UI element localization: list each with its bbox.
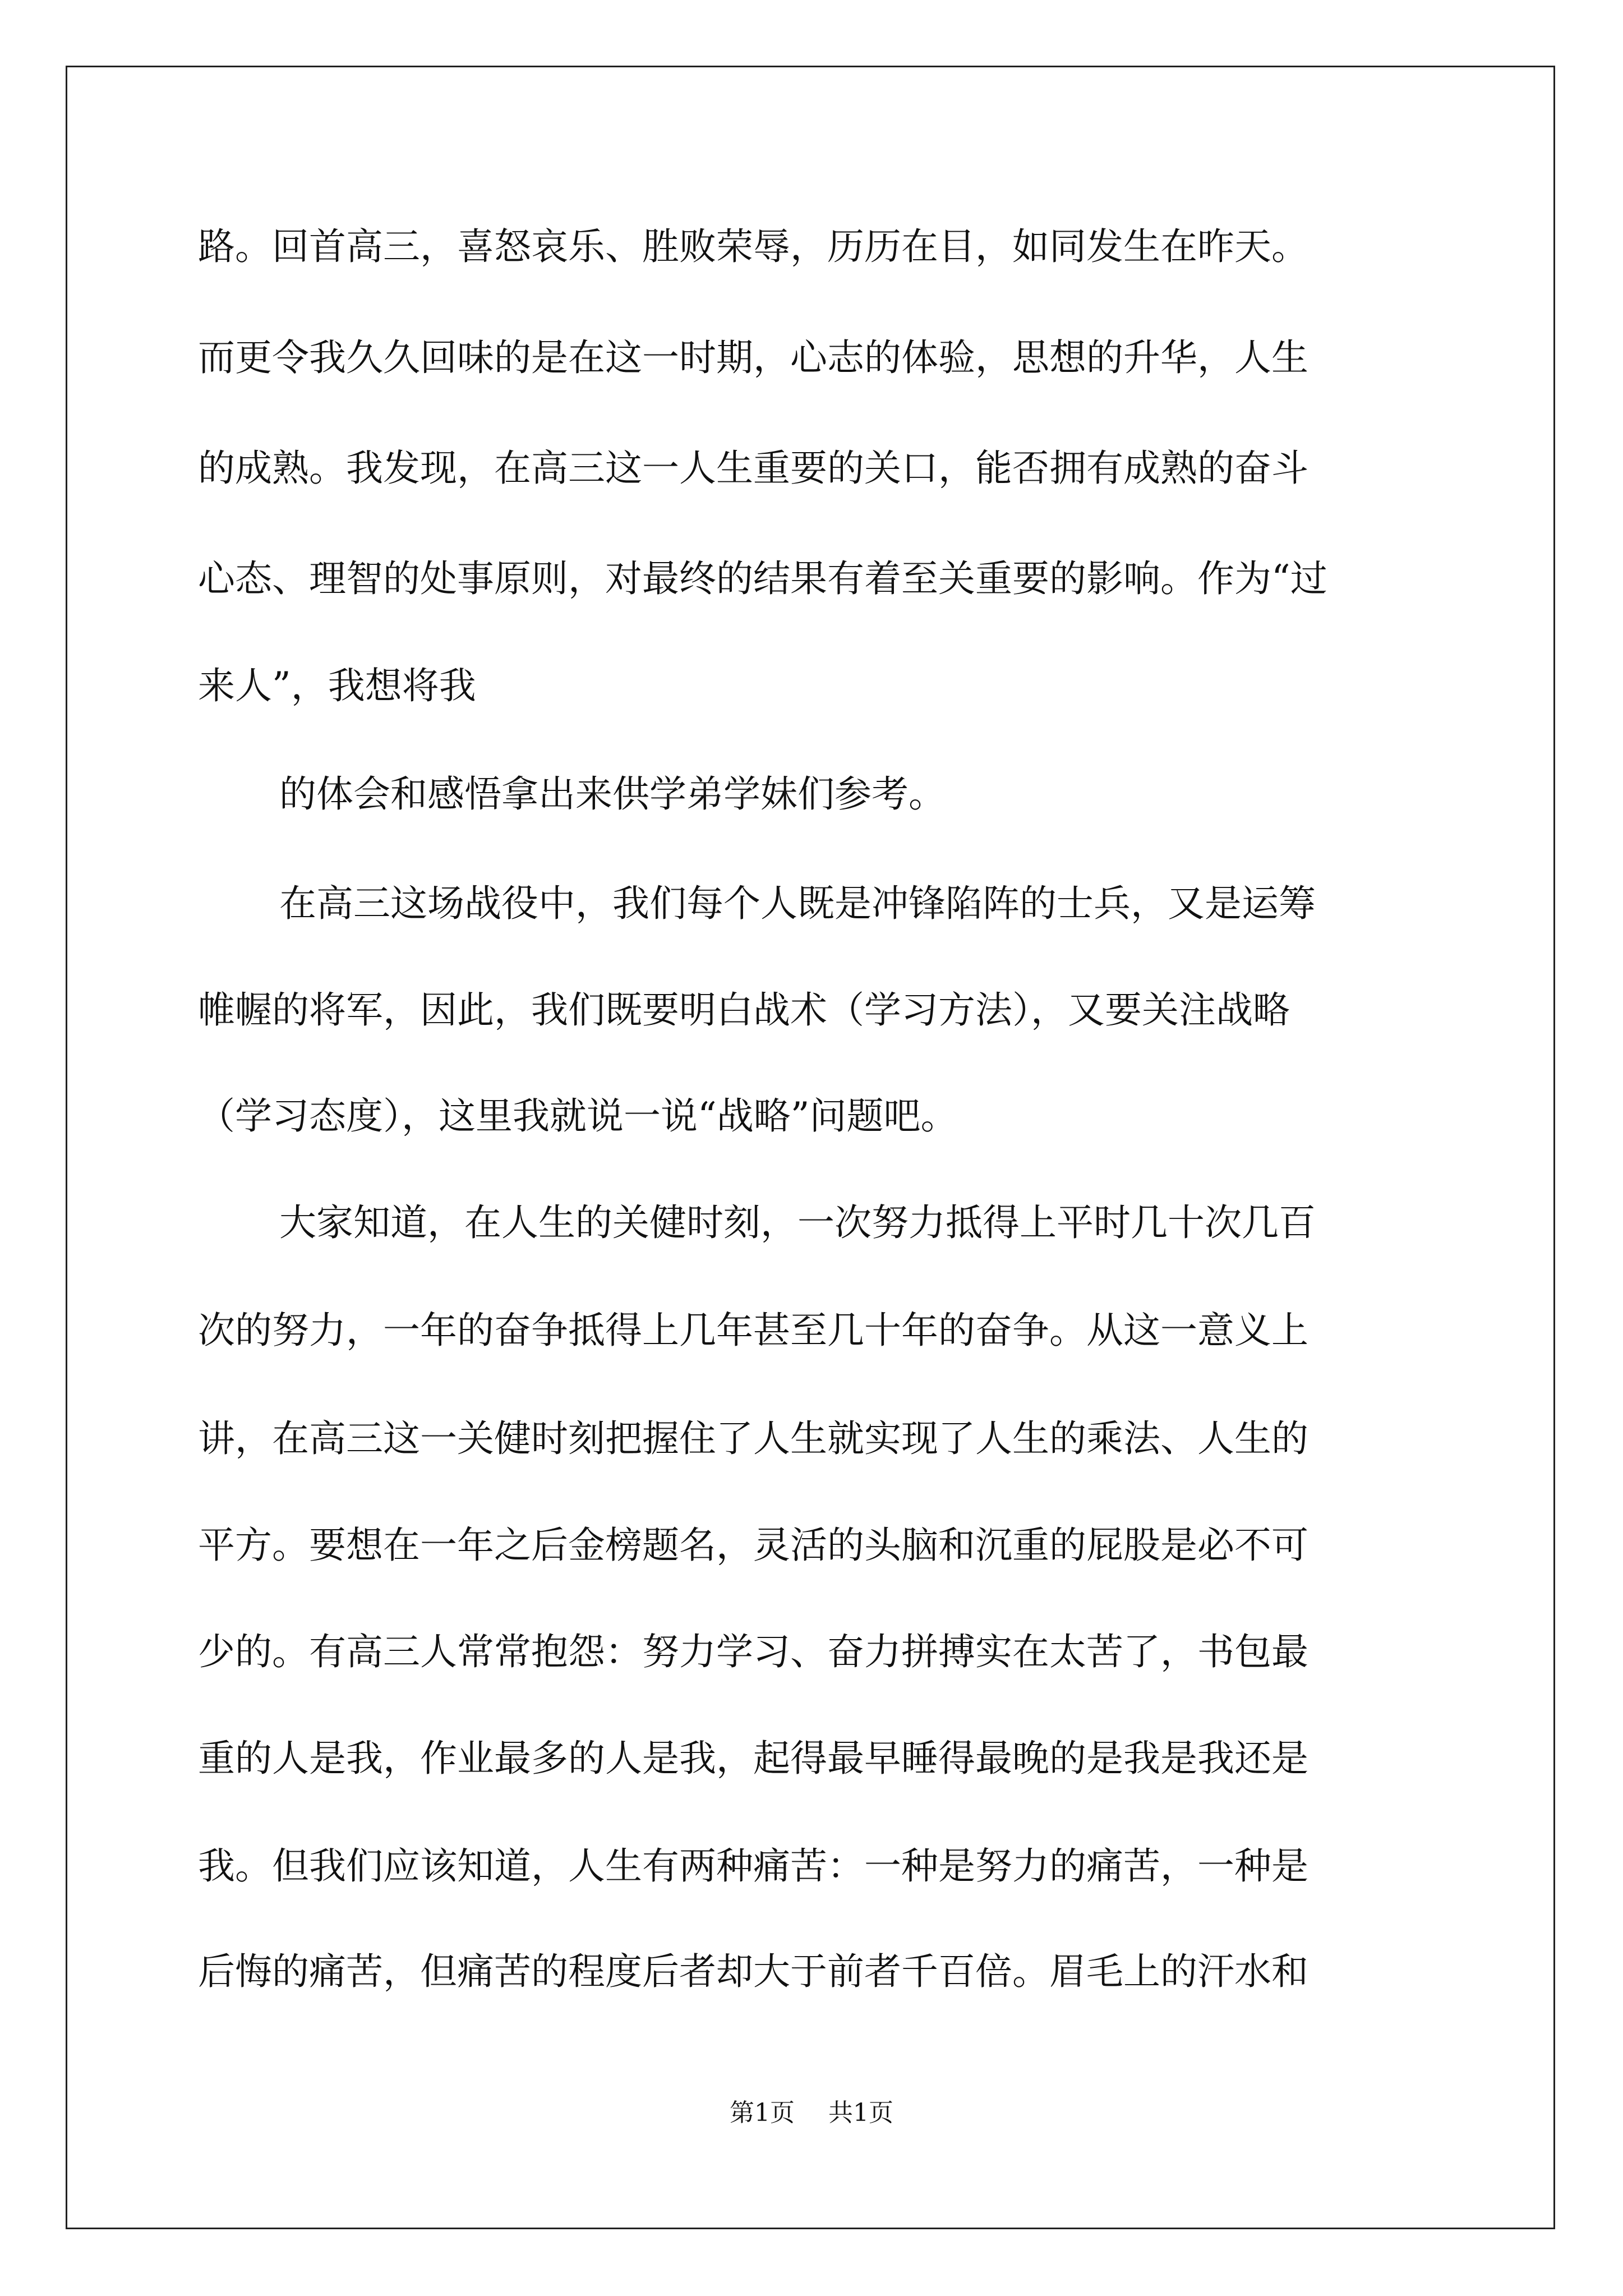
text-line-5: 来人”，我想将我 (198, 664, 476, 707)
text-line-4: 心态、理智的处事原则，对最终的结果有着至关重要的影响。作为“过 (198, 557, 1327, 600)
text-line-16: 我。但我们应该知道，人生有两种痛苦：一种是努力的痛苦，一种是 (198, 1844, 1308, 1888)
text-line-15: 重的人是我，作业最多的人是我，起得最早睡得最晚的是我是我还是 (198, 1737, 1308, 1780)
text-line-12: 讲，在高三这一关健时刻把握住了人生就实现了人生的乘法、人生的 (198, 1417, 1308, 1460)
text-line-9: （学习态度），这里我就说一说“战略”问题吧。 (198, 1094, 958, 1138)
text-line-2: 而更令我久久回味的是在这一时期，心志的体验，思想的升华，人生 (198, 336, 1308, 379)
page-total: 共1页 (828, 2099, 893, 2127)
page-border (66, 66, 1555, 2229)
text-line-3: 的成熟。我发现，在高三这一人生重要的关口，能否拥有成熟的奋斗 (198, 447, 1308, 490)
page-footer (0, 2096, 1623, 2130)
text-line-17: 后悔的痛苦，但痛苦的程度后者却大于前者千百倍。眉毛上的汗水和 (198, 1950, 1308, 1993)
text-line-11: 次的努力，一年的奋争抵得上几年甚至几十年的奋争。从这一意义上 (198, 1309, 1308, 1352)
text-line-7: 在高三这场战役中，我们每个人既是冲锋陷阵的士兵，又是运筹 (279, 882, 1316, 925)
page-number: 第1页 (730, 2099, 795, 2127)
text-line-13: 平方。要想在一年之后金榜题名，灵活的头脑和沉重的屁股是必不可 (198, 1524, 1308, 1567)
text-line-6: 的体会和感悟拿出来供学弟学妹们参考。 (279, 772, 946, 816)
text-line-1: 路。回首高三，喜怒哀乐、胜败荣辱，历历在目，如同发生在昨天。 (198, 225, 1308, 268)
text-line-8: 帷幄的将军，因此，我们既要明白战术（学习方法），又要关注战略 (198, 988, 1290, 1032)
text-line-14: 少的。有高三人常常抱怨：努力学习、奋力拼搏实在太苦了，书包最 (198, 1630, 1308, 1673)
text-line-10: 大家知道，在人生的关健时刻，一次努力抵得上平时几十次几百 (279, 1201, 1316, 1244)
